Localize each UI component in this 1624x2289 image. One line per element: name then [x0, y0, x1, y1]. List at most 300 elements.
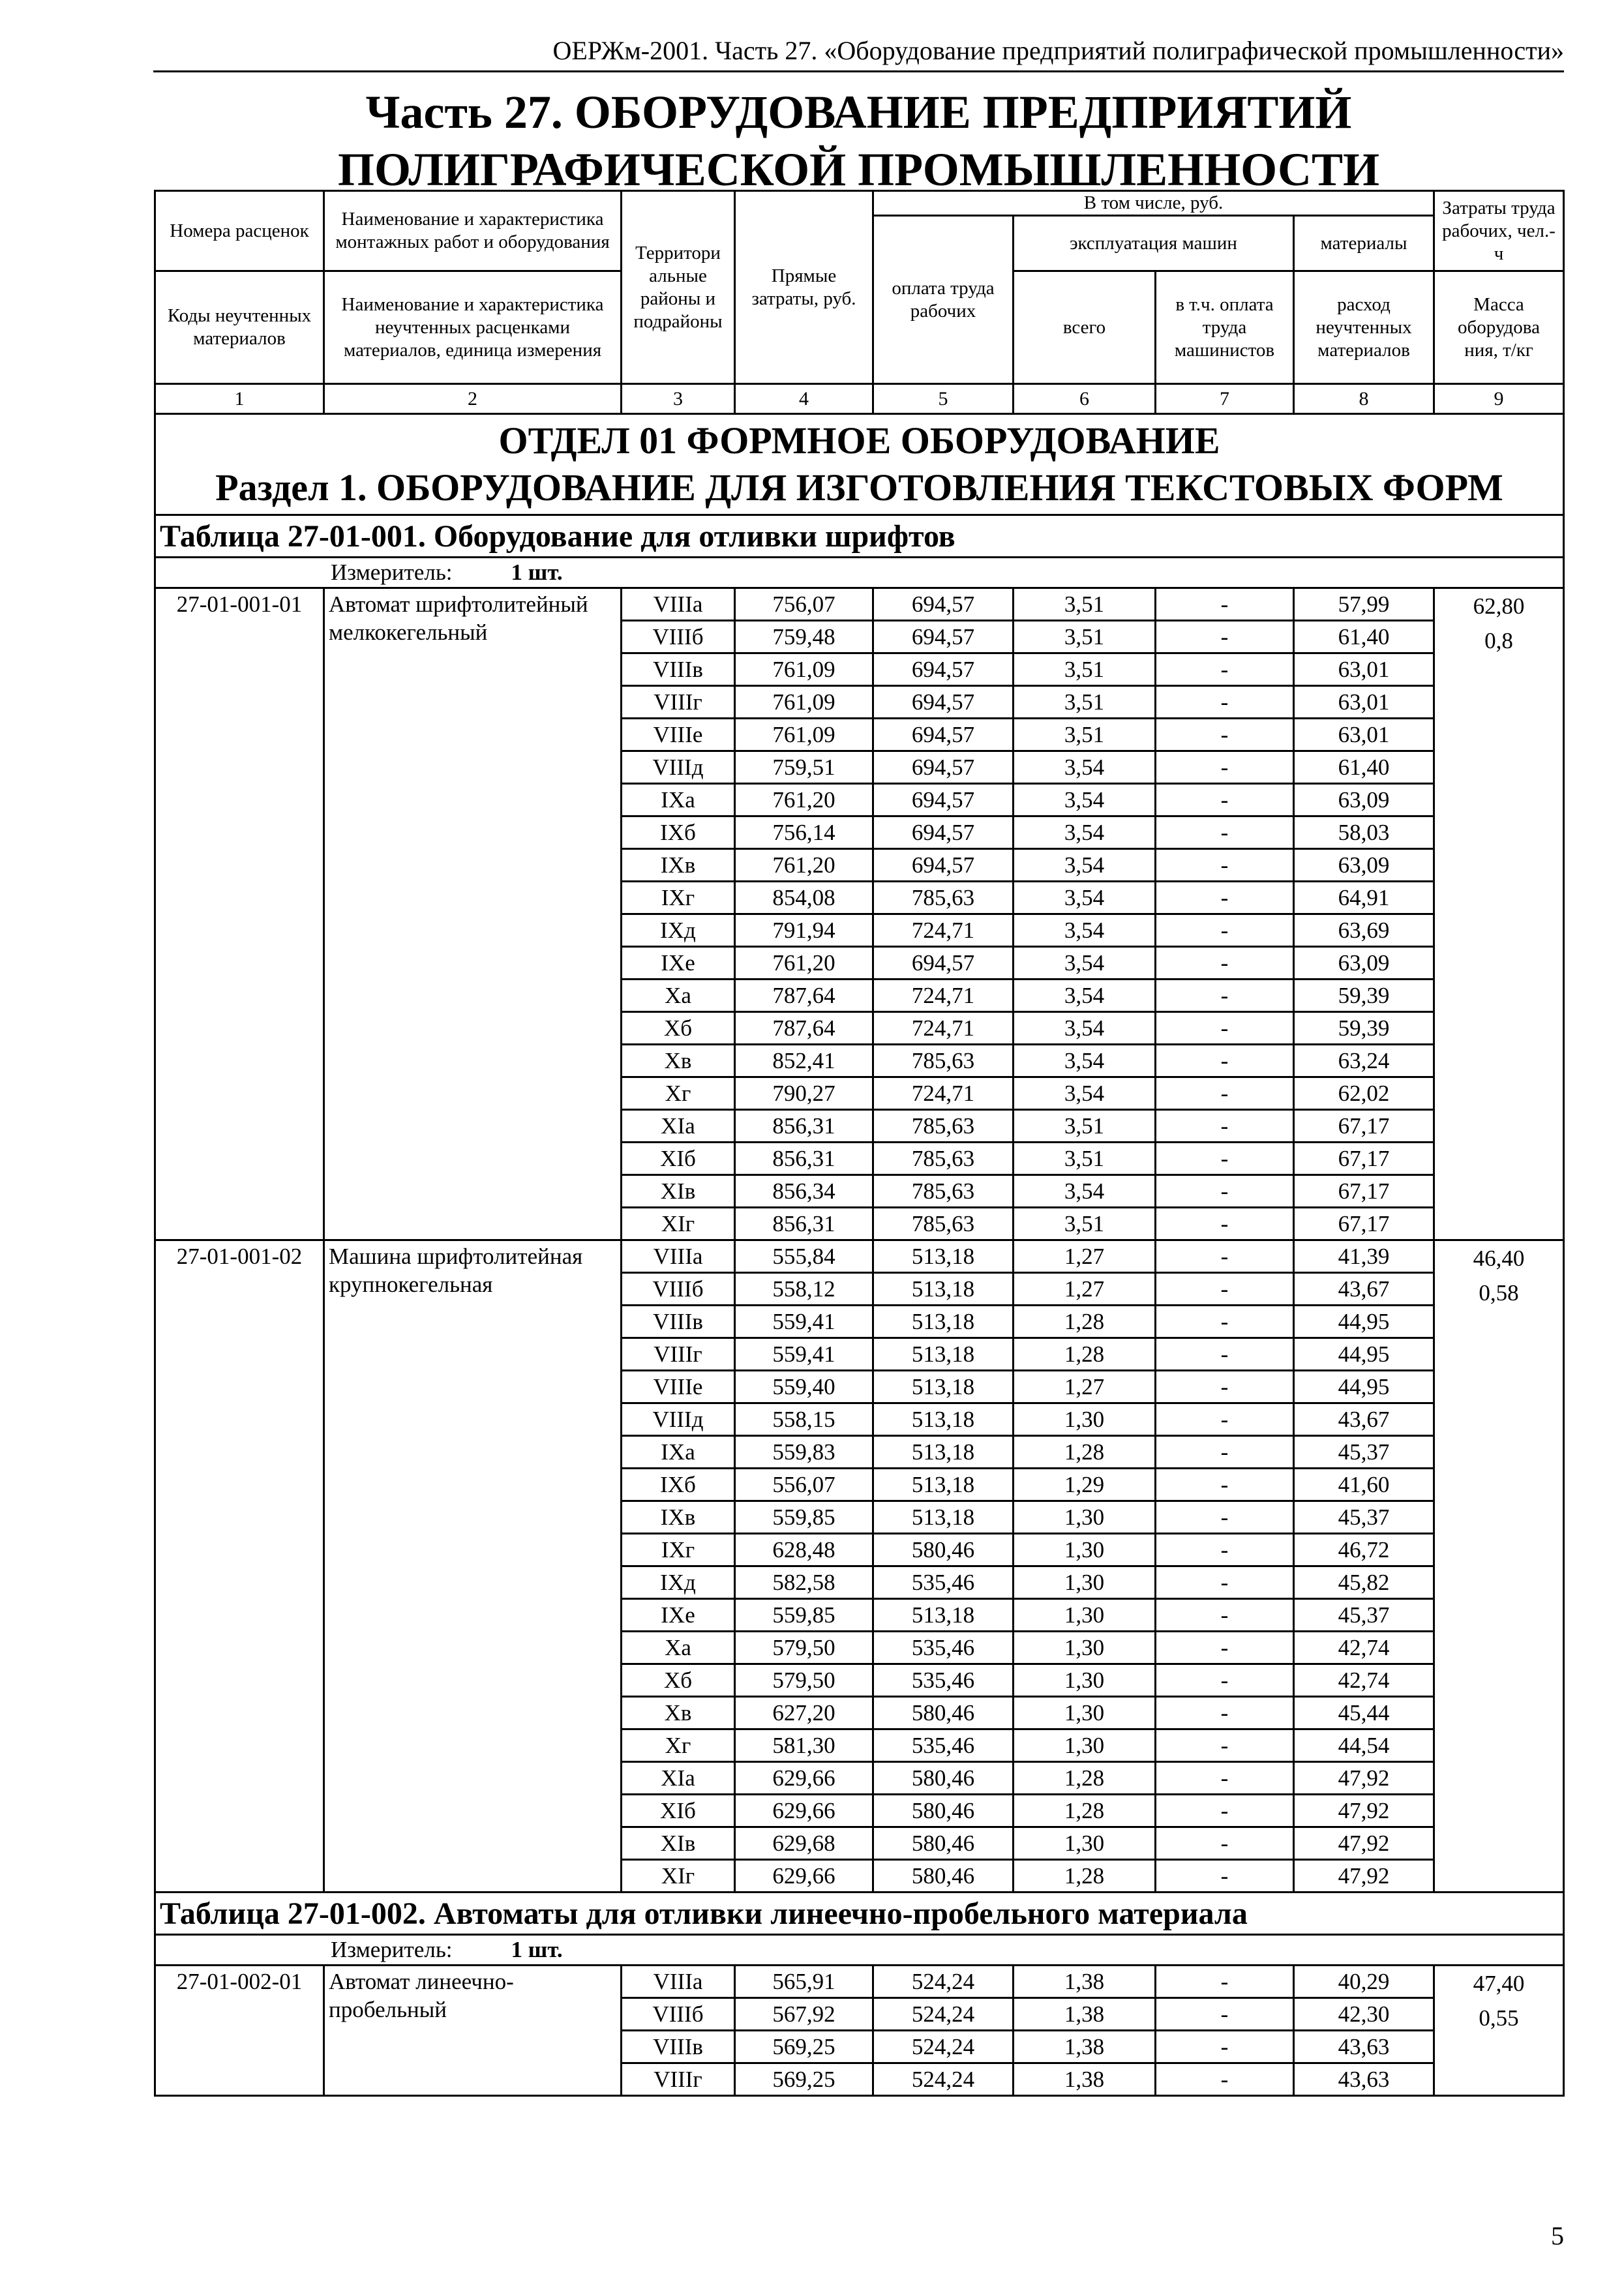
machine-total: 3,54 [1014, 1175, 1156, 1208]
material-consumption: 67,17 [1294, 1175, 1434, 1208]
machine-total: 1,30 [1014, 1403, 1156, 1436]
equipment-mass: 0,55 [1479, 2005, 1519, 2031]
worker-pay: 724,71 [873, 1077, 1014, 1110]
territorial-region: VIIIе [622, 1371, 735, 1403]
direct-costs: 628,48 [735, 1534, 873, 1566]
material-consumption: 62,02 [1294, 1077, 1434, 1110]
direct-costs: 558,12 [735, 1273, 873, 1306]
material-consumption: 46,72 [1294, 1534, 1434, 1566]
machine-total: 1,30 [1014, 1632, 1156, 1664]
table-row [155, 1240, 1564, 1273]
machinist-pay: - [1156, 1632, 1294, 1664]
machine-total: 3,51 [1014, 686, 1156, 719]
worker-pay: 513,18 [873, 1436, 1014, 1469]
territorial-region: IXг [622, 1534, 735, 1566]
direct-costs: 579,50 [735, 1632, 873, 1664]
direct-costs: 559,40 [735, 1371, 873, 1403]
worker-pay: 694,57 [873, 653, 1014, 686]
territorial-region: VIIIв [622, 653, 735, 686]
header-material-codes: Коды неучтенных материалов [155, 271, 324, 384]
running-header: ОЕРЖм-2001. Часть 27. «Оборудование предприятий полиграфической промышленности» [153, 34, 1564, 72]
machine-total: 1,30 [1014, 1501, 1156, 1534]
worker-pay: 785,63 [873, 1175, 1014, 1208]
machinist-pay: - [1156, 1566, 1294, 1599]
machinist-pay: - [1156, 1110, 1294, 1143]
territorial-region: IXе [622, 947, 735, 980]
header-machine-operation: эксплуатация машин [1014, 216, 1294, 271]
column-number: 4 [735, 384, 873, 414]
direct-costs: 761,20 [735, 849, 873, 882]
material-consumption: 43,63 [1294, 2031, 1434, 2063]
equipment-mass: 0,58 [1479, 1280, 1519, 1306]
direct-costs: 856,31 [735, 1143, 873, 1175]
territorial-region: Xа [622, 980, 735, 1012]
material-consumption: 63,09 [1294, 784, 1434, 816]
rate-code: 27-01-002-01 [155, 1966, 324, 2096]
machinist-pay: - [1156, 1998, 1294, 2031]
worker-pay: 580,46 [873, 1795, 1014, 1827]
territorial-region: IXб [622, 1469, 735, 1501]
machinist-pay: - [1156, 816, 1294, 849]
header-including: В том числе, руб. [873, 191, 1434, 216]
machinist-pay: - [1156, 1827, 1294, 1860]
direct-costs: 787,64 [735, 980, 873, 1012]
territorial-region: VIIIв [622, 1306, 735, 1338]
machine-total: 1,30 [1014, 1599, 1156, 1632]
territorial-region: XIа [622, 1762, 735, 1795]
machine-total: 1,27 [1014, 1273, 1156, 1306]
equipment-mass: 0,8 [1484, 628, 1513, 653]
machine-total: 1,38 [1014, 1966, 1156, 1998]
territorial-region: IXв [622, 849, 735, 882]
machine-total: 1,38 [1014, 1998, 1156, 2031]
header-work-name: Наименование и характеристика монтажных работ и оборудования [324, 191, 622, 271]
title-line-1: Часть 27. ОБОРУДОВАНИЕ ПРЕДПРИЯТИЙ [365, 86, 1352, 138]
direct-costs: 559,85 [735, 1501, 873, 1534]
territorial-region: IXд [622, 1566, 735, 1599]
column-number: 5 [873, 384, 1014, 414]
direct-costs: 854,08 [735, 882, 873, 914]
territorial-region: IXг [622, 882, 735, 914]
machinist-pay: - [1156, 1664, 1294, 1697]
direct-costs: 761,09 [735, 686, 873, 719]
territorial-region: VIIIа [622, 1966, 735, 1998]
machinist-pay: - [1156, 1534, 1294, 1566]
direct-costs: 852,41 [735, 1045, 873, 1077]
direct-costs: 759,48 [735, 621, 873, 653]
direct-costs: 629,66 [735, 1795, 873, 1827]
direct-costs: 791,94 [735, 914, 873, 947]
header-territorial-regions: Территори альные районы и подрайоны [622, 191, 735, 384]
worker-pay: 694,57 [873, 686, 1014, 719]
direct-costs: 629,68 [735, 1827, 873, 1860]
machine-total: 1,30 [1014, 1827, 1156, 1860]
machine-total: 3,54 [1014, 947, 1156, 980]
territorial-region: XIа [622, 1110, 735, 1143]
territorial-region: Xг [622, 1077, 735, 1110]
direct-costs: 559,85 [735, 1599, 873, 1632]
material-consumption: 44,54 [1294, 1729, 1434, 1762]
header-equipment-mass: Масса оборудова ния, т/кг [1434, 271, 1564, 384]
header-machinist-pay: в т.ч. оплата труда машинистов [1156, 271, 1294, 384]
machine-total: 1,38 [1014, 2031, 1156, 2063]
material-consumption: 63,69 [1294, 914, 1434, 947]
worker-pay: 513,18 [873, 1240, 1014, 1273]
worker-pay: 694,57 [873, 947, 1014, 980]
machinist-pay: - [1156, 947, 1294, 980]
material-consumption: 63,01 [1294, 719, 1434, 751]
territorial-region: VIIIд [622, 751, 735, 784]
material-consumption: 67,17 [1294, 1110, 1434, 1143]
machine-total: 3,51 [1014, 1143, 1156, 1175]
material-consumption: 45,37 [1294, 1436, 1434, 1469]
machinist-pay: - [1156, 1143, 1294, 1175]
section-line-2: Раздел 1. ОБОРУДОВАНИЕ ДЛЯ ИЗГОТОВЛЕНИЯ ТЕКСТОВЫХ ФОРМ [215, 466, 1503, 509]
material-consumption: 40,29 [1294, 1966, 1434, 1998]
material-consumption: 63,09 [1294, 947, 1434, 980]
section-heading [155, 414, 1564, 515]
territorial-region: IXв [622, 1501, 735, 1534]
territorial-region: Xб [622, 1664, 735, 1697]
material-consumption: 63,01 [1294, 686, 1434, 719]
direct-costs: 556,07 [735, 1469, 873, 1501]
territorial-region: IXд [622, 914, 735, 947]
machine-total: 3,54 [1014, 1045, 1156, 1077]
machine-total: 1,28 [1014, 1762, 1156, 1795]
rate-code: 27-01-001-02 [155, 1240, 324, 1893]
machine-total: 3,54 [1014, 882, 1156, 914]
territorial-region: XIб [622, 1795, 735, 1827]
territorial-region: VIIIе [622, 719, 735, 751]
machine-total: 1,27 [1014, 1240, 1156, 1273]
machinist-pay: - [1156, 1045, 1294, 1077]
machine-total: 3,54 [1014, 849, 1156, 882]
machine-total: 3,54 [1014, 816, 1156, 849]
column-number: 3 [622, 384, 735, 414]
machinist-pay: - [1156, 2031, 1294, 2063]
machinist-pay: - [1156, 1501, 1294, 1534]
material-consumption: 63,09 [1294, 849, 1434, 882]
header-materials: материалы [1294, 216, 1434, 271]
material-consumption: 43,67 [1294, 1273, 1434, 1306]
direct-costs: 756,07 [735, 588, 873, 621]
machinist-pay: - [1156, 849, 1294, 882]
machine-total: 3,54 [1014, 784, 1156, 816]
worker-pay: 694,57 [873, 849, 1014, 882]
territorial-region: Xб [622, 1012, 735, 1045]
material-consumption: 47,92 [1294, 1860, 1434, 1893]
table-title: Таблица 27-01-002. Автоматы для отливки линеечно-пробельного материала [155, 1893, 1564, 1935]
direct-costs: 761,20 [735, 784, 873, 816]
material-consumption: 61,40 [1294, 621, 1434, 653]
material-consumption: 42,74 [1294, 1632, 1434, 1664]
territorial-region: VIIIб [622, 1998, 735, 2031]
worker-pay: 724,71 [873, 1012, 1014, 1045]
machinist-pay: - [1156, 2063, 1294, 2096]
worker-pay: 785,63 [873, 1143, 1014, 1175]
column-number: 6 [1014, 384, 1156, 414]
material-consumption: 41,60 [1294, 1469, 1434, 1501]
table-row [155, 1966, 1564, 1998]
territorial-region: XIг [622, 1860, 735, 1893]
territorial-region: VIIIг [622, 2063, 735, 2096]
direct-costs: 581,30 [735, 1729, 873, 1762]
material-consumption: 57,99 [1294, 588, 1434, 621]
machine-total: 1,27 [1014, 1371, 1156, 1403]
material-consumption: 59,39 [1294, 1012, 1434, 1045]
header-worker-pay: оплата труда рабочих [873, 216, 1014, 384]
material-consumption: 67,17 [1294, 1143, 1434, 1175]
worker-pay: 513,18 [873, 1306, 1014, 1338]
measure-label: Измеритель: [331, 560, 453, 585]
column-number: 2 [324, 384, 622, 414]
machinist-pay: - [1156, 1436, 1294, 1469]
material-consumption: 43,67 [1294, 1403, 1434, 1436]
header-rate-numbers: Номера расценок [155, 191, 324, 271]
territorial-region: VIIIб [622, 1273, 735, 1306]
measure-value: 1 шт. [511, 560, 563, 585]
worker-pay: 513,18 [873, 1599, 1014, 1632]
machine-total: 1,28 [1014, 1338, 1156, 1371]
worker-pay: 535,46 [873, 1664, 1014, 1697]
machinist-pay: - [1156, 1697, 1294, 1729]
worker-pay: 535,46 [873, 1729, 1014, 1762]
worker-pay: 724,71 [873, 914, 1014, 947]
labor-costs: 62,80 [1473, 593, 1525, 619]
direct-costs: 559,83 [735, 1436, 873, 1469]
material-consumption: 45,37 [1294, 1501, 1434, 1534]
table-title: Таблица 27-01-001. Оборудование для отливки шрифтов [155, 515, 1564, 558]
machinist-pay: - [1156, 1966, 1294, 1998]
machine-total: 3,51 [1014, 588, 1156, 621]
territorial-region: Xа [622, 1632, 735, 1664]
territorial-region: IXб [622, 816, 735, 849]
machinist-pay: - [1156, 588, 1294, 621]
machinist-pay: - [1156, 686, 1294, 719]
worker-pay: 694,57 [873, 719, 1014, 751]
machinist-pay: - [1156, 1599, 1294, 1632]
worker-pay: 513,18 [873, 1371, 1014, 1403]
labor-and-mass [1434, 1240, 1564, 1893]
machinist-pay: - [1156, 653, 1294, 686]
equipment-name: Автомат шрифтолитейный мелкокегельный [324, 588, 622, 1240]
machine-total: 3,51 [1014, 1110, 1156, 1143]
header-labor-costs: Затраты труда рабочих, чел.-ч [1434, 191, 1564, 271]
machinist-pay: - [1156, 621, 1294, 653]
material-consumption: 64,91 [1294, 882, 1434, 914]
machine-total: 3,54 [1014, 751, 1156, 784]
direct-costs: 790,27 [735, 1077, 873, 1110]
machine-total: 1,30 [1014, 1566, 1156, 1599]
direct-costs: 582,58 [735, 1566, 873, 1599]
direct-costs: 559,41 [735, 1338, 873, 1371]
direct-costs: 567,92 [735, 1998, 873, 2031]
machinist-pay: - [1156, 1403, 1294, 1436]
machinist-pay: - [1156, 1012, 1294, 1045]
equipment-name: Машина шрифтолитейная крупнокегельная [324, 1240, 622, 1893]
worker-pay: 524,24 [873, 1966, 1014, 1998]
header-machine-total: всего [1014, 271, 1156, 384]
material-consumption: 47,92 [1294, 1795, 1434, 1827]
machine-total: 1,30 [1014, 1664, 1156, 1697]
worker-pay: 580,46 [873, 1534, 1014, 1566]
machine-total: 1,29 [1014, 1469, 1156, 1501]
direct-costs: 856,34 [735, 1175, 873, 1208]
worker-pay: 580,46 [873, 1860, 1014, 1893]
machinist-pay: - [1156, 1371, 1294, 1403]
direct-costs: 629,66 [735, 1860, 873, 1893]
worker-pay: 785,63 [873, 1045, 1014, 1077]
machinist-pay: - [1156, 1240, 1294, 1273]
material-consumption: 42,74 [1294, 1664, 1434, 1697]
machine-total: 3,51 [1014, 653, 1156, 686]
machinist-pay: - [1156, 1729, 1294, 1762]
territorial-region: XIв [622, 1175, 735, 1208]
material-consumption: 44,95 [1294, 1371, 1434, 1403]
worker-pay: 580,46 [873, 1697, 1014, 1729]
machinist-pay: - [1156, 882, 1294, 914]
territorial-region: Xг [622, 1729, 735, 1762]
worker-pay: 535,46 [873, 1632, 1014, 1664]
territorial-region: IXе [622, 1599, 735, 1632]
machinist-pay: - [1156, 914, 1294, 947]
machine-total: 1,28 [1014, 1306, 1156, 1338]
header-material-consumption: расход неучтенных материалов [1294, 271, 1434, 384]
header-material-name: Наименование и характеристика неучтенных расценками материалов, единица измерения [324, 271, 622, 384]
direct-costs: 856,31 [735, 1208, 873, 1240]
machinist-pay: - [1156, 784, 1294, 816]
direct-costs: 756,14 [735, 816, 873, 849]
equipment-name: Автомат линеечно-пробельный [324, 1966, 622, 2096]
direct-costs: 579,50 [735, 1664, 873, 1697]
labor-costs: 47,40 [1473, 1971, 1525, 1996]
territorial-region: XIб [622, 1143, 735, 1175]
measure-row [155, 1935, 1564, 1966]
worker-pay: 694,57 [873, 588, 1014, 621]
rates-table [154, 190, 1565, 2097]
machinist-pay: - [1156, 719, 1294, 751]
header-direct-costs: Прямые затраты, руб. [735, 191, 873, 384]
machine-total: 3,54 [1014, 1012, 1156, 1045]
direct-costs: 759,51 [735, 751, 873, 784]
machine-total: 1,28 [1014, 1795, 1156, 1827]
territorial-region: VIIIг [622, 1338, 735, 1371]
worker-pay: 524,24 [873, 2063, 1014, 2096]
machine-total: 3,54 [1014, 980, 1156, 1012]
worker-pay: 524,24 [873, 1998, 1014, 2031]
territorial-region: VIIIг [622, 686, 735, 719]
material-consumption: 45,37 [1294, 1599, 1434, 1632]
column-number: 9 [1434, 384, 1564, 414]
measure-label: Измеритель: [331, 1937, 453, 1962]
worker-pay: 694,57 [873, 751, 1014, 784]
column-number: 1 [155, 384, 324, 414]
direct-costs: 565,91 [735, 1966, 873, 1998]
direct-costs: 856,31 [735, 1110, 873, 1143]
direct-costs: 761,09 [735, 653, 873, 686]
worker-pay: 513,18 [873, 1403, 1014, 1436]
material-consumption: 63,24 [1294, 1045, 1434, 1077]
worker-pay: 785,63 [873, 1110, 1014, 1143]
worker-pay: 513,18 [873, 1273, 1014, 1306]
machine-total: 1,28 [1014, 1436, 1156, 1469]
direct-costs: 569,25 [735, 2031, 873, 2063]
material-consumption: 47,92 [1294, 1762, 1434, 1795]
material-consumption: 44,95 [1294, 1338, 1434, 1371]
direct-costs: 569,25 [735, 2063, 873, 2096]
territorial-region: Xв [622, 1697, 735, 1729]
direct-costs: 629,66 [735, 1762, 873, 1795]
machine-total: 1,38 [1014, 2063, 1156, 2096]
territorial-region: VIIIа [622, 1240, 735, 1273]
territorial-region: VIIIа [622, 588, 735, 621]
worker-pay: 524,24 [873, 2031, 1014, 2063]
material-consumption: 59,39 [1294, 980, 1434, 1012]
direct-costs: 558,15 [735, 1403, 873, 1436]
territorial-region: XIг [622, 1208, 735, 1240]
table-row [155, 588, 1564, 621]
material-consumption: 63,01 [1294, 653, 1434, 686]
machinist-pay: - [1156, 1795, 1294, 1827]
labor-costs: 46,40 [1473, 1246, 1525, 1271]
direct-costs: 787,64 [735, 1012, 873, 1045]
measure-value: 1 шт. [511, 1937, 563, 1962]
rate-code: 27-01-001-01 [155, 588, 324, 1240]
machine-total: 3,54 [1014, 914, 1156, 947]
machine-total: 1,30 [1014, 1697, 1156, 1729]
page-title [153, 83, 1564, 198]
machinist-pay: - [1156, 1175, 1294, 1208]
page-number: 5 [1551, 2221, 1564, 2251]
material-consumption: 42,30 [1294, 1998, 1434, 2031]
machinist-pay: - [1156, 980, 1294, 1012]
territorial-region: IXа [622, 784, 735, 816]
worker-pay: 513,18 [873, 1338, 1014, 1371]
material-consumption: 41,39 [1294, 1240, 1434, 1273]
machinist-pay: - [1156, 1338, 1294, 1371]
machine-total: 1,30 [1014, 1729, 1156, 1762]
worker-pay: 785,63 [873, 1208, 1014, 1240]
worker-pay: 580,46 [873, 1762, 1014, 1795]
machinist-pay: - [1156, 1306, 1294, 1338]
material-consumption: 67,17 [1294, 1208, 1434, 1240]
machine-total: 3,51 [1014, 719, 1156, 751]
labor-and-mass [1434, 1966, 1564, 2096]
column-number: 8 [1294, 384, 1434, 414]
territorial-region: XIв [622, 1827, 735, 1860]
worker-pay: 694,57 [873, 816, 1014, 849]
territorial-region: VIIIв [622, 2031, 735, 2063]
material-consumption: 47,92 [1294, 1827, 1434, 1860]
worker-pay: 724,71 [873, 980, 1014, 1012]
machine-total: 3,54 [1014, 1077, 1156, 1110]
worker-pay: 513,18 [873, 1469, 1014, 1501]
machine-total: 1,30 [1014, 1534, 1156, 1566]
measure-row [155, 558, 1564, 588]
worker-pay: 513,18 [873, 1501, 1014, 1534]
direct-costs: 761,20 [735, 947, 873, 980]
direct-costs: 555,84 [735, 1240, 873, 1273]
territorial-region: VIIIб [622, 621, 735, 653]
machinist-pay: - [1156, 1273, 1294, 1306]
material-consumption: 43,63 [1294, 2063, 1434, 2096]
machine-total: 1,28 [1014, 1860, 1156, 1893]
title-line-2: ПОЛИГРАФИЧЕСКОЙ ПРОМЫШЛЕННОСТИ [337, 143, 1380, 196]
machine-total: 3,51 [1014, 1208, 1156, 1240]
machinist-pay: - [1156, 1762, 1294, 1795]
section-line-1: ОТДЕЛ 01 ФОРМНОЕ ОБОРУДОВАНИЕ [498, 419, 1220, 462]
machinist-pay: - [1156, 1860, 1294, 1893]
